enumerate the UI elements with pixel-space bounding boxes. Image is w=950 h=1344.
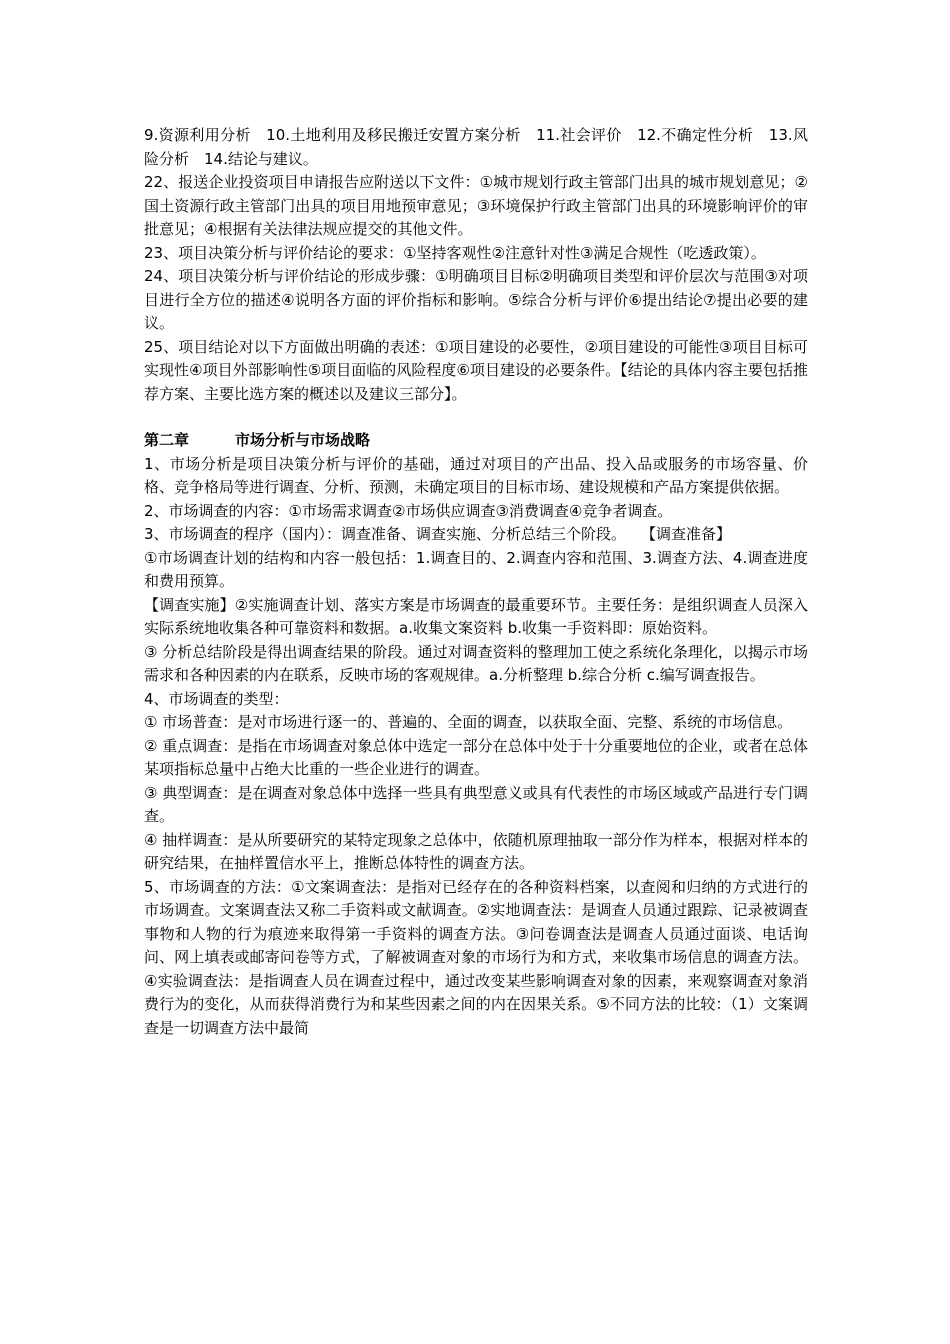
paragraph: 4、市场调查的类型：: [144, 689, 289, 708]
blank-line: [144, 406, 808, 429]
paragraph: 3、市场调查的程序（国内）：调查准备、调查实施、分析总结三个阶段。 【调查准备】: [144, 525, 732, 543]
paragraph: 25、项目结论对以下方面做出明确的表述：①项目建设的必要性，②项目建设的可能性③项目目标可实现性④项目外部影响性⑤项目面临的风险程度⑥项目建设的必要条件。【结论的具体内容主要包括推荐方案、主要比选方案的概述以及建议三部分】。: [144, 337, 808, 403]
paragraph: 【调查实施】②实施调查计划、落实方案是市场调查的最重要环节。主要任务：是组织调查人员深入实际系统地收集各种可靠资料和数据。a.收集文案资料 b.收集一手资料即：原始资料。: [144, 595, 808, 637]
chapter-heading: [144, 429, 808, 453]
paragraph: ③ 典型调查：是在调查对象总体中选择一些具有典型意义或具有代表性的市场区域或产品进行专门调查。: [144, 783, 808, 825]
paragraph: 24、项目决策分析与评价结论的形成步骤：①明确项目目标②明确项目类型和评价层次与范围③对项目进行全方位的描述④说明各方面的评价指标和影响。⑤综合分析与评价⑥提出结论⑦提出必要的建议。: [144, 267, 808, 332]
paragraph: 9.资源利用分析 10.土地利用及移民搬迁安置方案分析 11.社会评价 12.不确定性分析 13.风险分析 14.结论与建议。: [144, 126, 808, 168]
paragraph: ① 市场普查：是对市场进行逐一的、普遍的、全面的调查，以获取全面、完整、系统的市场信息。: [144, 713, 793, 731]
paragraph: ①市场调查计划的结构和内容一般包括：1.调查目的、2.调查内容和范围、3.调查方法、4.调查进度和费用预算。: [144, 548, 808, 590]
chapter-title: 市场分析与市场战略: [235, 431, 371, 449]
paragraph: 2、市场调查的内容：①市场需求调查②市场供应调查③消费调查④竞争者调查。: [144, 501, 673, 520]
paragraph: ④ 抽样调查：是从所要研究的某特定现象之总体中，依随机原理抽取一部分作为样本，根据对样本的研究结果，在抽样置信水平上，推断总体特性的调查方法。: [144, 830, 808, 872]
paragraph: ② 重点调查：是指在市场调查对象总体中选定一部分在总体中处于十分重要地位的企业，或者在总体某项指标总量中占绝大比重的一些企业进行的调查。: [144, 736, 808, 778]
paragraph: 5、市场调查的方法：①文案调查法：是指对已经存在的各种资料档案，以查阅和归纳的方式进行的市场调查。文案调查法又称二手资料或文献调查。②实地调查法：是调查人员通过跟踪、记录被调查事物和人物的行为痕迹来取得第一手资料的调查方法。③问卷调查法是调查人员通过面谈、电话询问、网上填表或邮寄问卷等方式，了解被调查对象的市场行为和方式，来收集市场信息的调查方法。④实验调查法：是指调查人员在调查过程中，通过改变某些影响调查对象的因素，来观察调查对象消费行为的变化，从而获得消费行为和某些因素之间的内在因果关系。⑤不同方法的比较：（1）文案调查是一切调查方法中最简: [144, 877, 808, 1037]
chapter-number: 第二章: [144, 431, 190, 449]
paragraph: ③ 分析总结阶段是得出调查结果的阶段。通过对调查资料的整理加工使之系统化条理化，以揭示市场需求和各种因素的内在联系，反映市场的客观规律。a.分析整理 b.综合分析 c.编写调查报告。: [144, 642, 808, 684]
paragraph: 23、项目决策分析与评价结论的要求：①坚持客观性②注意针对性③满足合规性（吃透政策）。: [144, 243, 766, 262]
paragraph: 1、市场分析是项目决策分析与评价的基础，通过对项目的产出品、投入品或服务的市场容量、价格、竞争格局等进行调查、分析、预测，未确定项目的目标市场、建设规模和产品方案提供依据。: [144, 454, 808, 496]
paragraph: 22、报送企业投资项目申请报告应附送以下文件：①城市规划行政主管部门出具的城市规划意见；②国土资源行政主管部门出具的项目用地预审意见；③环境保护行政主管部门出具的环境影响评价的审批意见；④根据有关法律法规应提交的其他文件。: [144, 173, 808, 238]
